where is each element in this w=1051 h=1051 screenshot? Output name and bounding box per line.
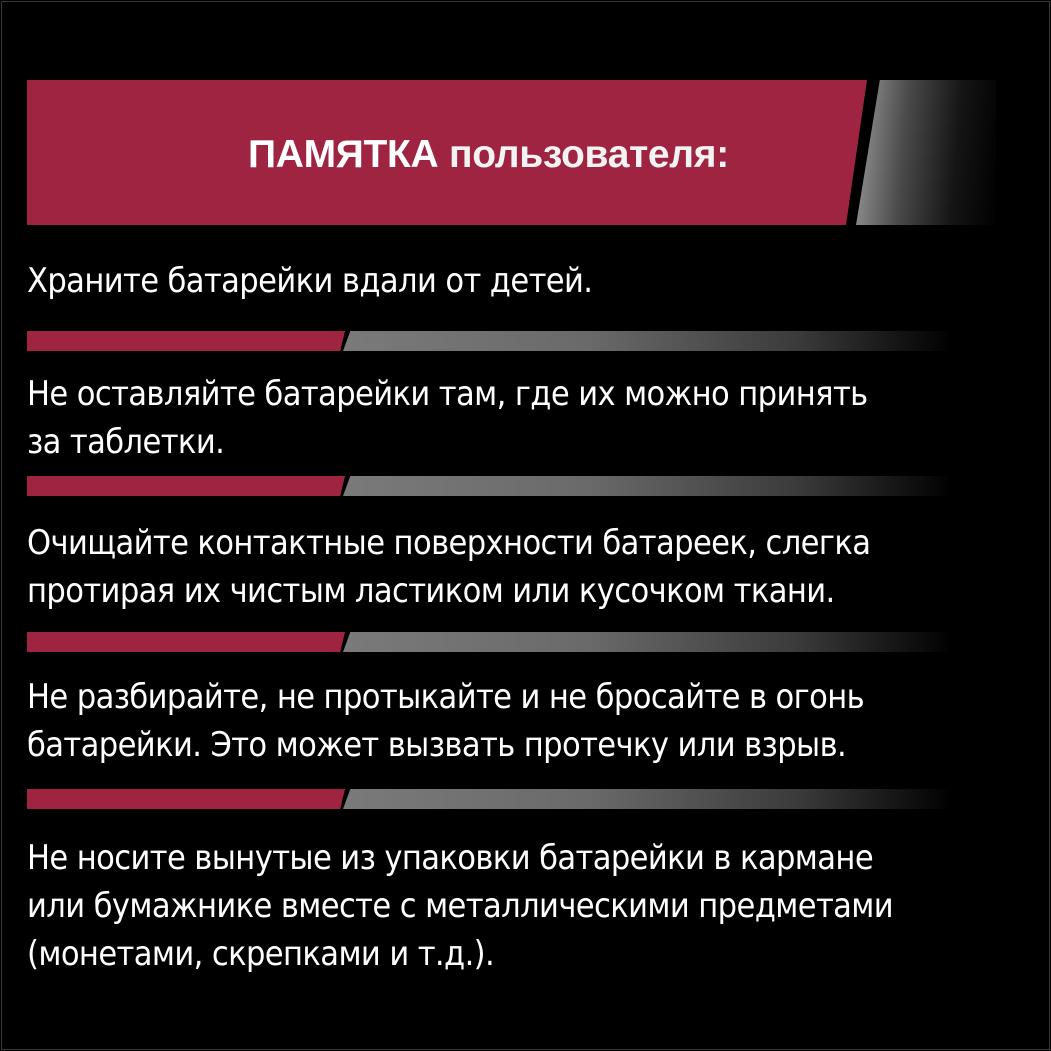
memo-item-line: Очищайте контактные поверхности батареек, слегка <box>27 523 871 563</box>
divider-red-segment <box>27 476 345 496</box>
title-strong: ПАМЯТКА <box>248 133 439 176</box>
memo-item-line: батарейки. Это может вызвать протечку или взрыв. <box>27 725 847 765</box>
divider-gray-segment <box>343 476 952 496</box>
divider-gray-segment <box>343 789 952 809</box>
memo-item-2 <box>27 370 1027 466</box>
memo-item-line: Не разбирайте, не протыкайте и не бросайте в огонь <box>27 677 865 717</box>
divider-red-segment <box>27 331 345 351</box>
divider-red-segment <box>27 789 345 809</box>
memo-item-line: Не носите вынутые из упаковки батарейки в кармане <box>27 838 874 878</box>
memo-item-4 <box>27 673 1027 769</box>
memo-item-3 <box>27 519 1027 615</box>
title-rest: пользователя: <box>448 133 729 176</box>
memo-item-line: протирая их чистым ластиком или кусочком ткани. <box>27 571 835 611</box>
divider-1 <box>27 331 952 351</box>
divider-4 <box>27 789 952 809</box>
header-gradient-stripe <box>856 80 996 225</box>
memo-item-line: за таблетки. <box>27 422 225 462</box>
divider-3 <box>27 632 952 652</box>
divider-red-segment <box>27 632 345 652</box>
memo-item-line: (монетами, скрепками и т.д.). <box>27 934 495 974</box>
page-title <box>248 130 729 180</box>
divider-2 <box>27 476 952 496</box>
divider-gray-segment <box>343 331 952 351</box>
memo-item-1 <box>27 257 1027 305</box>
memo-item-line: или бумажнике вместе с металлическими предметами <box>27 886 894 926</box>
memo-item-line: Храните батарейки вдали от детей. <box>27 261 593 301</box>
memo-item-line: Не оставляйте батарейки там, где их можно принять <box>27 374 868 414</box>
divider-gray-segment <box>343 632 952 652</box>
memo-item-5 <box>27 834 1027 978</box>
